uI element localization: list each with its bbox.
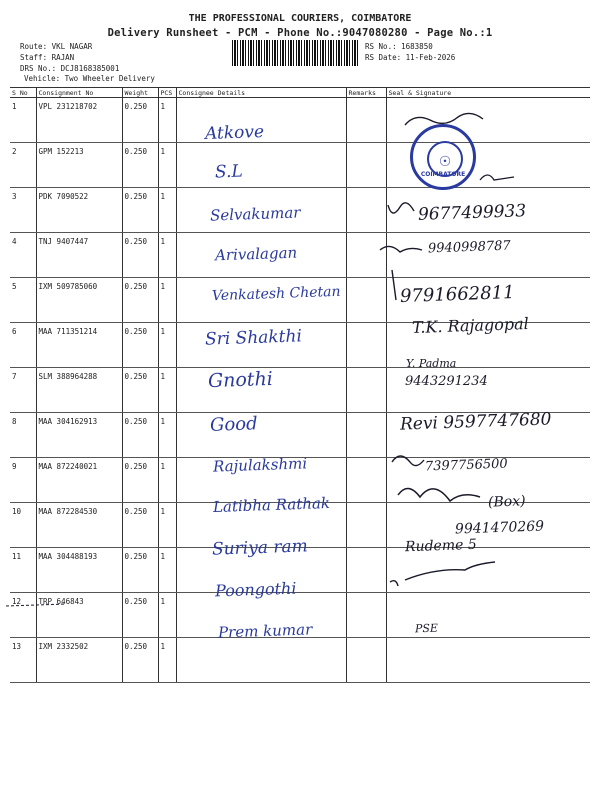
- consignment-no: GPM 152213: [36, 143, 122, 188]
- handwritten-signature: Rudeme 5: [404, 536, 477, 556]
- vehicle: Vehicle: Two Wheeler Delivery: [24, 74, 155, 83]
- drs-number: DRS No.: DCJ8168385001: [20, 64, 120, 73]
- weight: 0.250: [122, 638, 158, 683]
- pcs: 1: [158, 233, 176, 278]
- pcs: 1: [158, 503, 176, 548]
- pcs: 1: [158, 278, 176, 323]
- handwritten-signature: Y. Padma: [406, 357, 457, 370]
- handwritten-name: Sri Shakthi: [204, 326, 303, 350]
- pcs: 1: [158, 98, 176, 143]
- route: Route: VKL NAGAR: [20, 42, 93, 51]
- staff: Staff: RAJAN: [20, 53, 75, 62]
- signature-scribble: [390, 562, 495, 586]
- sno: 13: [10, 638, 36, 683]
- weight: 0.250: [122, 98, 158, 143]
- handwritten-name: Arivalagan: [214, 243, 298, 265]
- sno: 4: [10, 233, 36, 278]
- consignment-no: IXM 509785060: [36, 278, 122, 323]
- sno: 7: [10, 368, 36, 413]
- weight: 0.250: [122, 368, 158, 413]
- pcs: 1: [158, 323, 176, 368]
- strike-line: [6, 604, 66, 606]
- consignment-no: TNJ 9407447: [36, 233, 122, 278]
- signature-scribble: [480, 175, 514, 180]
- col-signature: Seal & Signature: [386, 88, 590, 98]
- pcs: 1: [158, 458, 176, 503]
- consignment-no: VPL 231218702: [36, 98, 122, 143]
- handwritten-name: Prem kumar: [217, 620, 313, 642]
- consignment-no: SLM 388964288: [36, 368, 122, 413]
- handwritten-signature: 9940998787: [427, 238, 511, 257]
- seal-text: COIMBATORE: [420, 171, 466, 178]
- consignment-no: MAA 304162913: [36, 413, 122, 458]
- handwritten-signature: 9443291234: [405, 374, 488, 389]
- col-weight: Weight: [122, 88, 158, 98]
- consignment-no: MAA 872284530: [36, 503, 122, 548]
- weight: 0.250: [122, 413, 158, 458]
- rs-date: RS Date: 11-Feb-2026: [365, 53, 456, 62]
- handwritten-name: Poongothi: [214, 578, 297, 601]
- seal-logo-icon: ☉: [439, 150, 451, 171]
- company-title: THE PROFESSIONAL COURIERS, COIMBATORE: [188, 13, 412, 24]
- handwritten-signature: T.K. Rajagopal: [411, 313, 530, 338]
- weight: 0.250: [122, 323, 158, 368]
- col-consignee: Consignee Details: [176, 88, 346, 98]
- weight: 0.250: [122, 188, 158, 233]
- weight: 0.250: [122, 143, 158, 188]
- sno: 9: [10, 458, 36, 503]
- weight: 0.250: [122, 233, 158, 278]
- signature-scribble: [398, 488, 480, 501]
- sno: 12: [10, 593, 36, 638]
- col-consignment: Consignment No: [36, 88, 122, 98]
- consignment-no: PDK 7090522: [36, 188, 122, 233]
- pcs: 1: [158, 548, 176, 593]
- handwritten-name: Venkatesh Chetan: [211, 283, 341, 305]
- handwritten-signature: 9941470269: [454, 518, 545, 538]
- handwritten-name: Latibha Rathak: [212, 493, 331, 517]
- consignment-no: TRP 646843: [36, 593, 122, 638]
- consignment-no: IXM 2332502: [36, 638, 122, 683]
- sno: 10: [10, 503, 36, 548]
- signature-scribble: [388, 203, 414, 213]
- sno: 6: [10, 323, 36, 368]
- sno: 8: [10, 413, 36, 458]
- handwritten-name: Atkove: [204, 121, 265, 145]
- pcs: 1: [158, 368, 176, 413]
- weight: 0.250: [122, 458, 158, 503]
- handwritten-signature: Revi 9597747680: [399, 409, 552, 435]
- handwritten-name: S.L: [214, 161, 244, 183]
- handwritten-signature: 9677499933: [417, 201, 527, 225]
- weight: 0.250: [122, 593, 158, 638]
- sno: 3: [10, 188, 36, 233]
- runsheet-title: Delivery Runsheet - PCM - Phone No.:9047080280 - Page No.:1: [107, 27, 493, 39]
- col-remarks: Remarks: [346, 88, 386, 98]
- sno: 11: [10, 548, 36, 593]
- pcs: 1: [158, 413, 176, 458]
- pcs: 1: [158, 143, 176, 188]
- pcs: 1: [158, 188, 176, 233]
- signature-scribble: [380, 246, 422, 252]
- consignment-no: MAA 872240021: [36, 458, 122, 503]
- handwritten-signature: PSE: [414, 621, 439, 636]
- rs-number: RS No.: 1683850: [365, 42, 433, 51]
- handwritten-signature: (Box): [487, 493, 526, 511]
- signature-scribble: [405, 113, 483, 125]
- handwritten-name: Gnothi: [207, 367, 274, 393]
- handwritten-signature: 7397756500: [424, 456, 508, 475]
- weight: 0.250: [122, 548, 158, 593]
- signature-scribble: [392, 456, 424, 466]
- col-pcs: PCS: [158, 88, 176, 98]
- weight: 0.250: [122, 278, 158, 323]
- pcs: 1: [158, 638, 176, 683]
- sno: 2: [10, 143, 36, 188]
- col-sno: S No: [10, 88, 36, 98]
- signature-scribble: [392, 270, 396, 300]
- sno: 5: [10, 278, 36, 323]
- pcs: 1: [158, 593, 176, 638]
- sno: 1: [10, 98, 36, 143]
- weight: 0.250: [122, 503, 158, 548]
- handwritten-name: Selvakumar: [209, 203, 301, 225]
- handwritten-signature: 9791662811: [399, 282, 515, 307]
- consignment-no: MAA 304488193: [36, 548, 122, 593]
- handwritten-name: Suriya ram: [211, 536, 309, 560]
- handwritten-name: Good: [209, 413, 258, 436]
- handwritten-name: Rajulakshmi: [212, 454, 308, 476]
- consignment-no: MAA 711351214: [36, 323, 122, 368]
